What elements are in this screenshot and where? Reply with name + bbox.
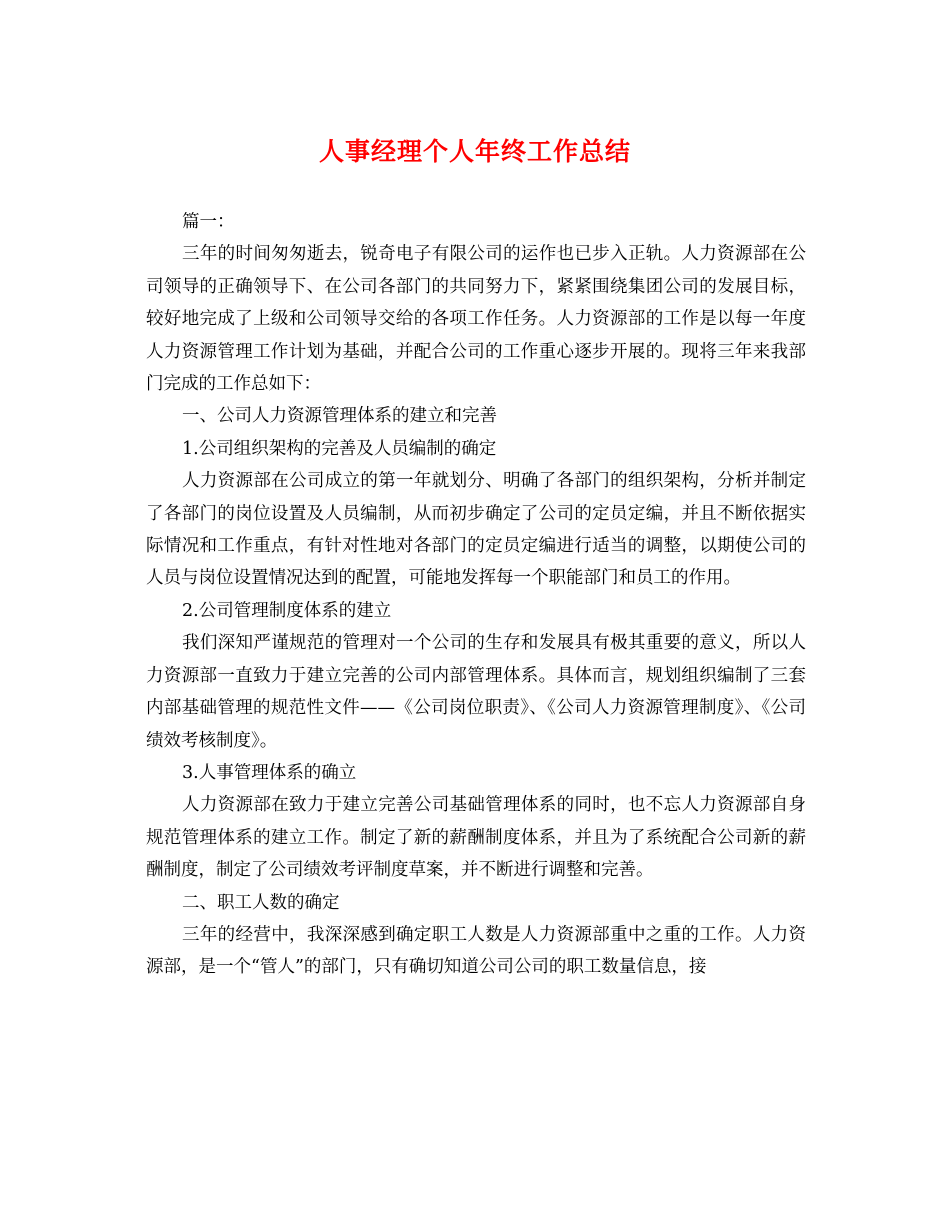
paragraph-intro: 三年的时间匆匆逝去，锐奇电子有限公司的运作也已步入正轨。人力资源部在公司领导的正确领导下、在公司各部门的共同努力下，紧紧围绕集团公司的发展目标，较好地完成了上级和公司领导交给的各项工作任务。人力资源部的工作是以每一年度人力资源管理工作计划为基础，并配合公司的工作重心逐步开展的。现将三年来我部门完成的工作总如下： xyxy=(146,244,806,395)
paragraph-section-two: 三年的经营中，我深深感到确定职工人数是人力资源部重中之重的工作。人力资源部，是一个“管人”的部门，只有确切知道公司公司的职工数量信息，接 xyxy=(146,924,806,978)
heading-item-3: 3.人事管理体系的确立 xyxy=(182,762,357,783)
paragraph-item-3: 人力资源部在致力于建立完善公司基础管理体系的同时，也不忘人力资源部自身规范管理体系的建立工作。制定了新的薪酬制度体系，并且为了系统配合公司新的薪酬制度，制定了公司绩效考评制度草案，并不断进行调整和完善。 xyxy=(146,795,806,881)
paragraph-item-2: 我们深知严谨规范的管理对一个公司的生存和发展具有极其重要的意义，所以人力资源部一直致力于建立完善的公司内部管理体系。具体而言，规划组织编制了三套内部基础管理的规范性文件——《公司岗位职责》、《公司人力资源管理制度》、《公司绩效考核制度》。 xyxy=(146,633,806,751)
heading-item-2: 2.公司管理制度体系的建立 xyxy=(182,600,392,621)
document-body xyxy=(146,206,806,984)
heading-section-two: 二、职工人数的确定 xyxy=(182,892,340,913)
document-title: 人事经理个人年终工作总结 xyxy=(318,137,631,166)
paragraph-section-label: 篇一： xyxy=(182,212,235,232)
heading-item-1: 1.公司组织架构的完善及人员编制的确定 xyxy=(182,438,497,459)
paragraph-item-1: 人力资源部在公司成立的第一年就划分、明确了各部门的组织架构，分析并制定了各部门的岗位设置及人员编制，从而初步确定了公司的定员定编，并且不断依据实际情况和工作重点，有针对性地对各部门的定员定编进行适当的调整，以期使公司的人员与岗位设置情况达到的配置，可能地发挥每一个职能部门和员工的作用。 xyxy=(146,471,806,589)
heading-section-one: 一、公司人力资源管理体系的建立和完善 xyxy=(182,406,497,427)
